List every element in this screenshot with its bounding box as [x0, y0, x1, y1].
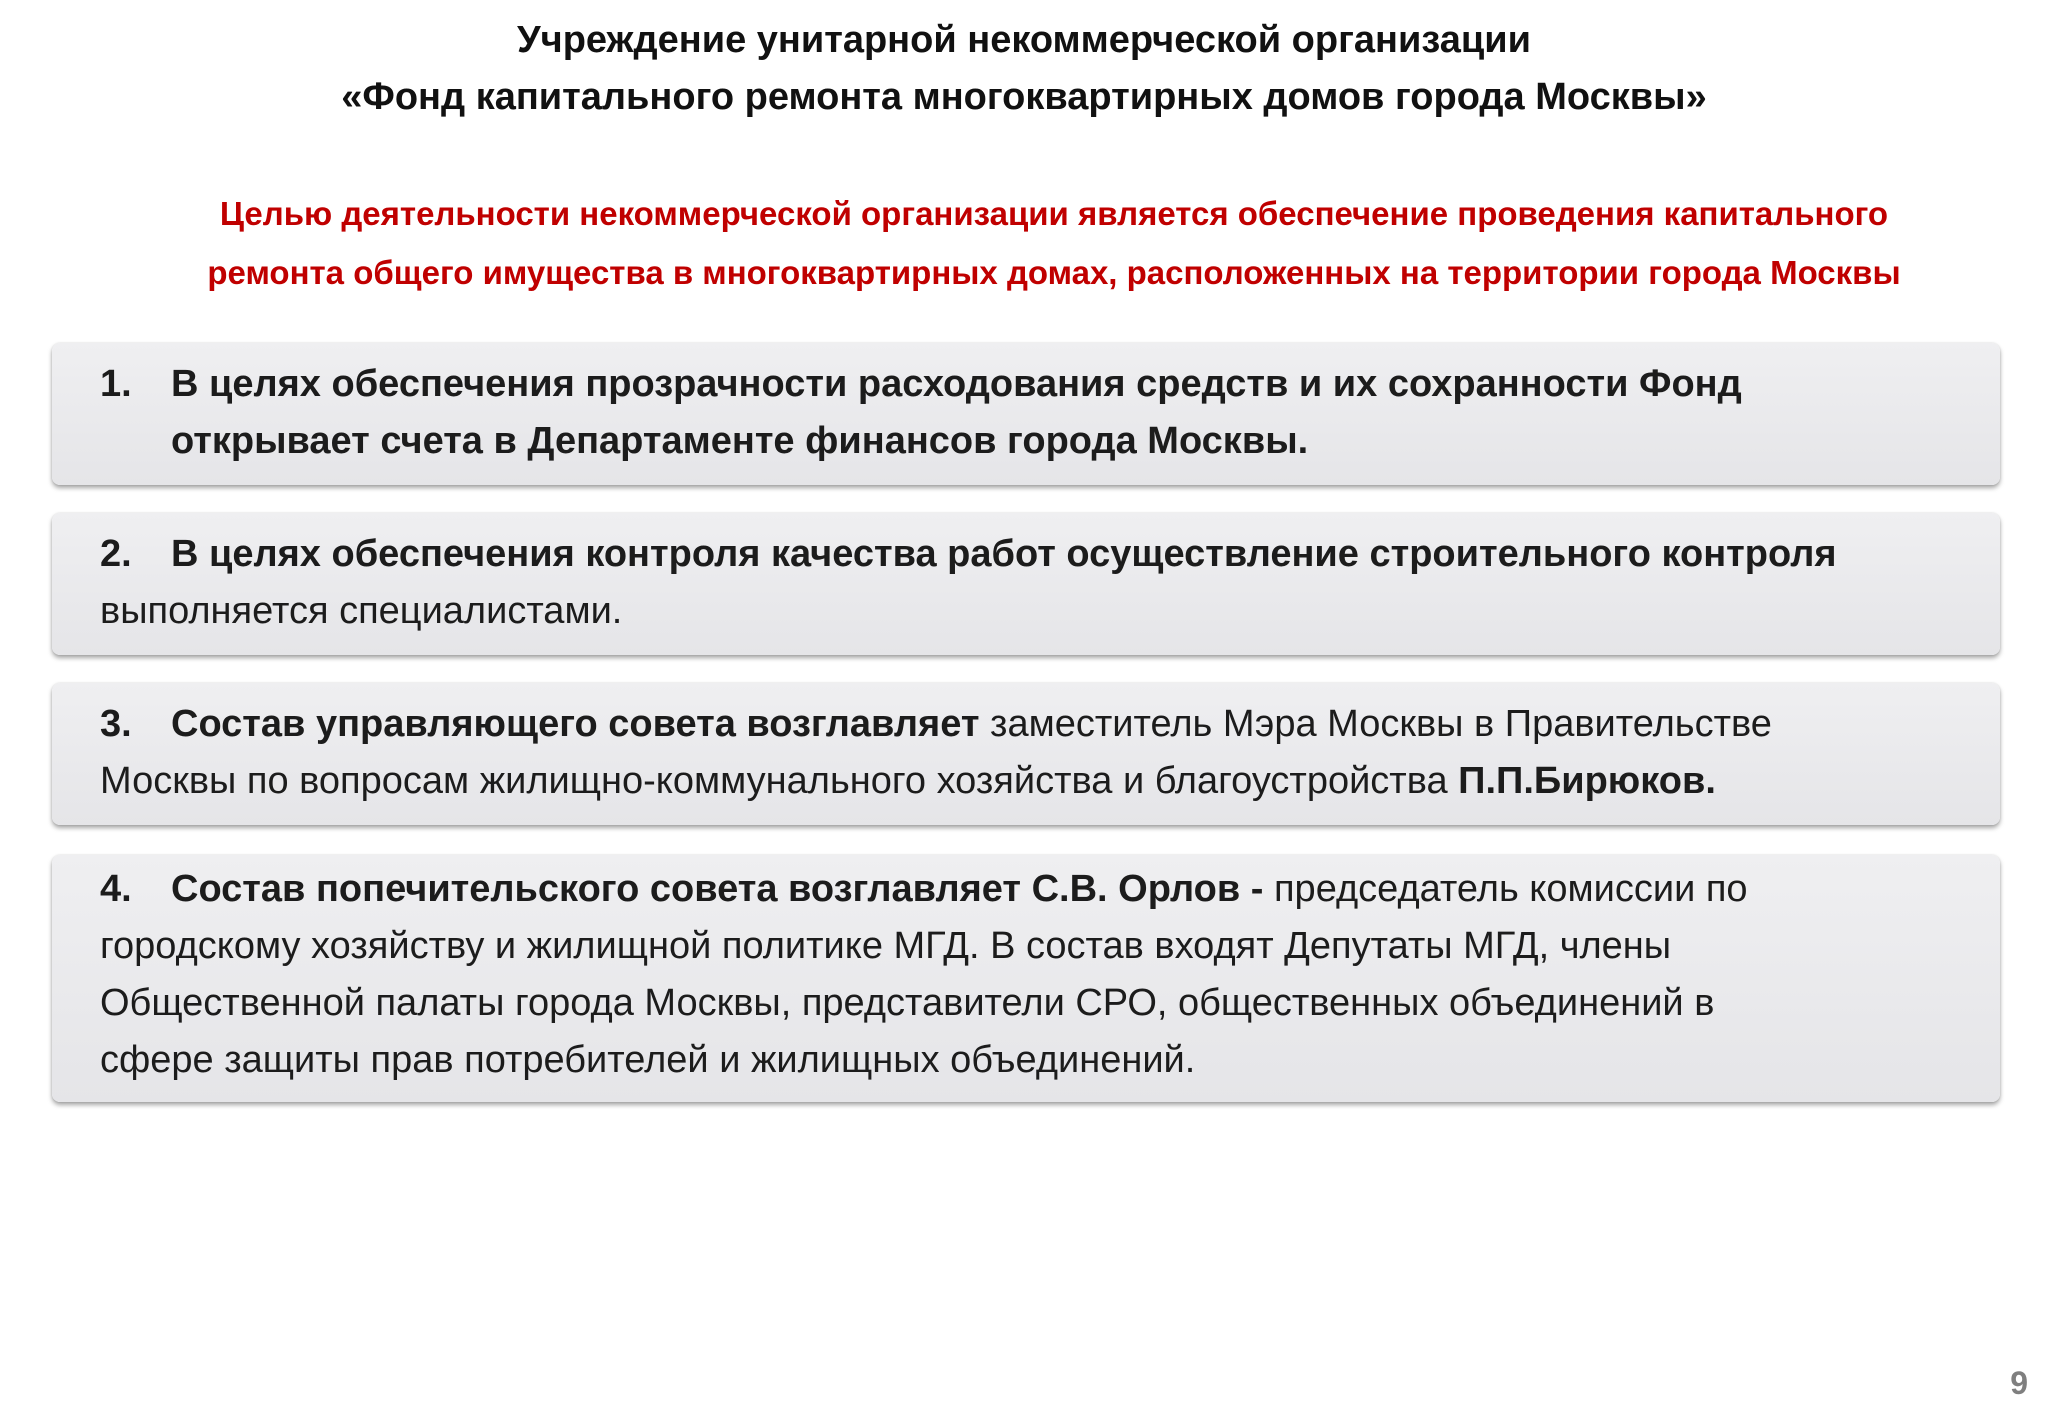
page-number: 9 [2010, 1365, 2028, 1401]
item-number: 2. [100, 533, 132, 575]
item-text-line: В целях обеспечения контроля качества работ осуществление строительного контроля [171, 533, 1837, 575]
item-text-line: В целях обеспечения прозрачности расходования средств и их сохранности Фонд [171, 363, 1742, 405]
item-bold-text: Состав управляющего совета возглавляет [171, 703, 980, 745]
item-text-line: городскому хозяйству и жилищной политике МГД. В состав входят Депутаты МГД, члены [100, 925, 1672, 967]
page-title [0, 12, 2048, 126]
item-text: Москвы по вопросам жилищно-коммунального хозяйства и благоустройства [100, 760, 1459, 802]
chairman-name: П.П.Бирюков. [1458, 760, 1716, 802]
goal-line-2: ремонта общего имущества в многоквартирных домах, расположенных на территории города Москвы [207, 254, 1901, 291]
item-text-line: выполняется специалистами. [100, 590, 623, 632]
goal-statement [60, 184, 2048, 302]
item-card-4 [52, 855, 2000, 1102]
item-number: 4. [100, 868, 132, 910]
item-card-3 [52, 683, 2000, 825]
item-card-2 [52, 513, 2000, 655]
item-number: 3. [100, 703, 132, 745]
item-bold-text: Состав попечительского совета возглавляет С.В. Орлов - [171, 868, 1264, 910]
item-text: председатель комиссии по [1263, 868, 1748, 910]
item-text: заместитель Мэра Москвы в Правительстве [979, 703, 1772, 745]
item-text-line: сфере защиты прав потребителей и жилищных объединений. [100, 1039, 1196, 1081]
item-text-line: открывает счета в Департаменте финансов города Москвы. [171, 420, 1309, 462]
item-number: 1. [100, 363, 132, 405]
title-line-1: Учреждение унитарной некоммерческой организации [517, 19, 1531, 61]
item-text-line: Общественной палаты города Москвы, представители СРО, общественных объединений в [100, 982, 1715, 1024]
goal-line-1: Целью деятельности некоммерческой организации является обеспечение проведения капитального [219, 195, 1889, 232]
item-card-1 [52, 343, 2000, 485]
title-line-2: «Фонд капитального ремонта многоквартирных домов города Москвы» [341, 76, 1707, 118]
